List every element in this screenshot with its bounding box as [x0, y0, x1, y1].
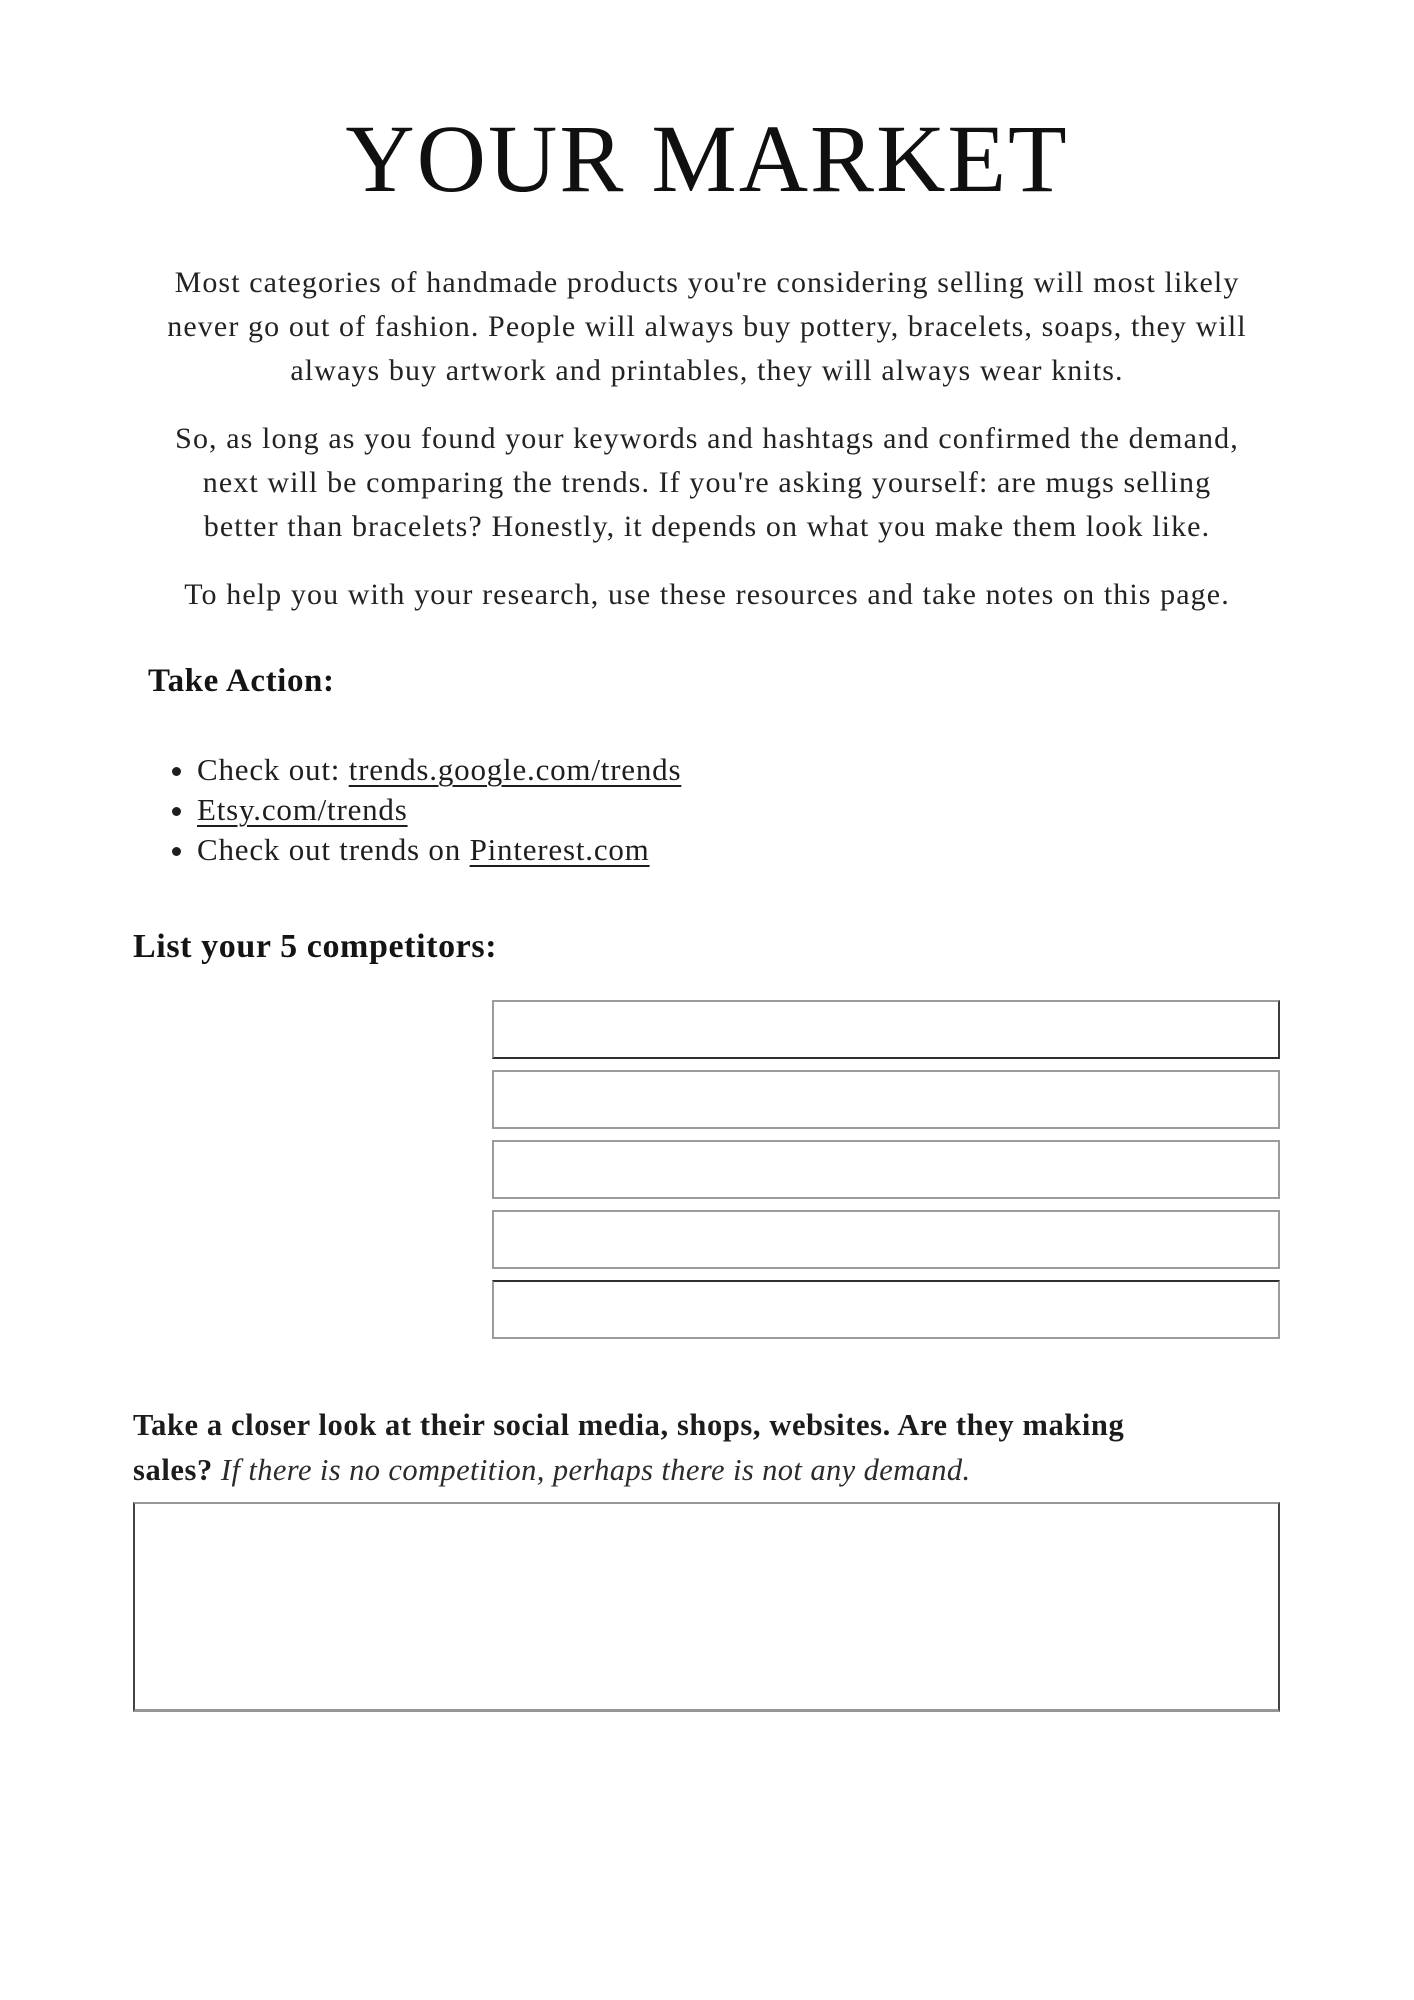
list-item — [197, 830, 1281, 870]
notes-textarea[interactable] — [133, 1502, 1280, 1712]
competitors-heading: List your 5 competitors: — [133, 928, 498, 965]
competitor-input-5[interactable] — [492, 1280, 1280, 1339]
intro-paragraph-1: Most categories of handmade products you're considering selling will most likely never go out of fashion. People will always buy pottery, bracelets, soaps, they will always buy artwork and printables, they will always wear knits. — [167, 266, 1247, 387]
bullet-prefix-text: Check out: — [197, 752, 349, 787]
competitor-input-1[interactable] — [492, 1000, 1280, 1059]
competitor-fields — [492, 1000, 1280, 1339]
link-pinterest[interactable]: Pinterest.com — [469, 832, 650, 867]
intro-section — [165, 261, 1250, 617]
closer-look-text — [133, 1403, 1143, 1493]
intro-paragraph-2: So, as long as you found your keywords and hashtags and confirmed the demand, next will be comparing the trends. If you're asking yourself: are mugs selling better than bracelets? Honestly, it depends on what you make them look like. — [175, 422, 1239, 543]
bullet-prefix-text: Check out trends on — [197, 832, 470, 867]
intro-paragraph-3: To help you with your research, use these resources and take notes on this page. — [184, 578, 1230, 611]
closer-look-bold-text: Take a closer look at their social media, shops, websites. Are they making sales? — [133, 1408, 1125, 1487]
competitor-input-4[interactable] — [492, 1210, 1280, 1269]
competitor-input-3[interactable] — [492, 1140, 1280, 1199]
list-item — [197, 750, 1281, 790]
list-item — [197, 790, 1281, 830]
take-action-list — [133, 750, 1281, 870]
take-action-heading: Take Action: — [148, 663, 335, 699]
closer-look-italic-text: If there is no competition, perhaps there is not any demand. — [220, 1453, 971, 1487]
page-title: YOUR MARKET — [345, 105, 1069, 212]
link-google-trends[interactable]: trends.google.com/trends — [348, 752, 682, 787]
link-etsy-trends[interactable]: Etsy.com/trends — [197, 792, 408, 827]
competitor-input-2[interactable] — [492, 1070, 1280, 1129]
